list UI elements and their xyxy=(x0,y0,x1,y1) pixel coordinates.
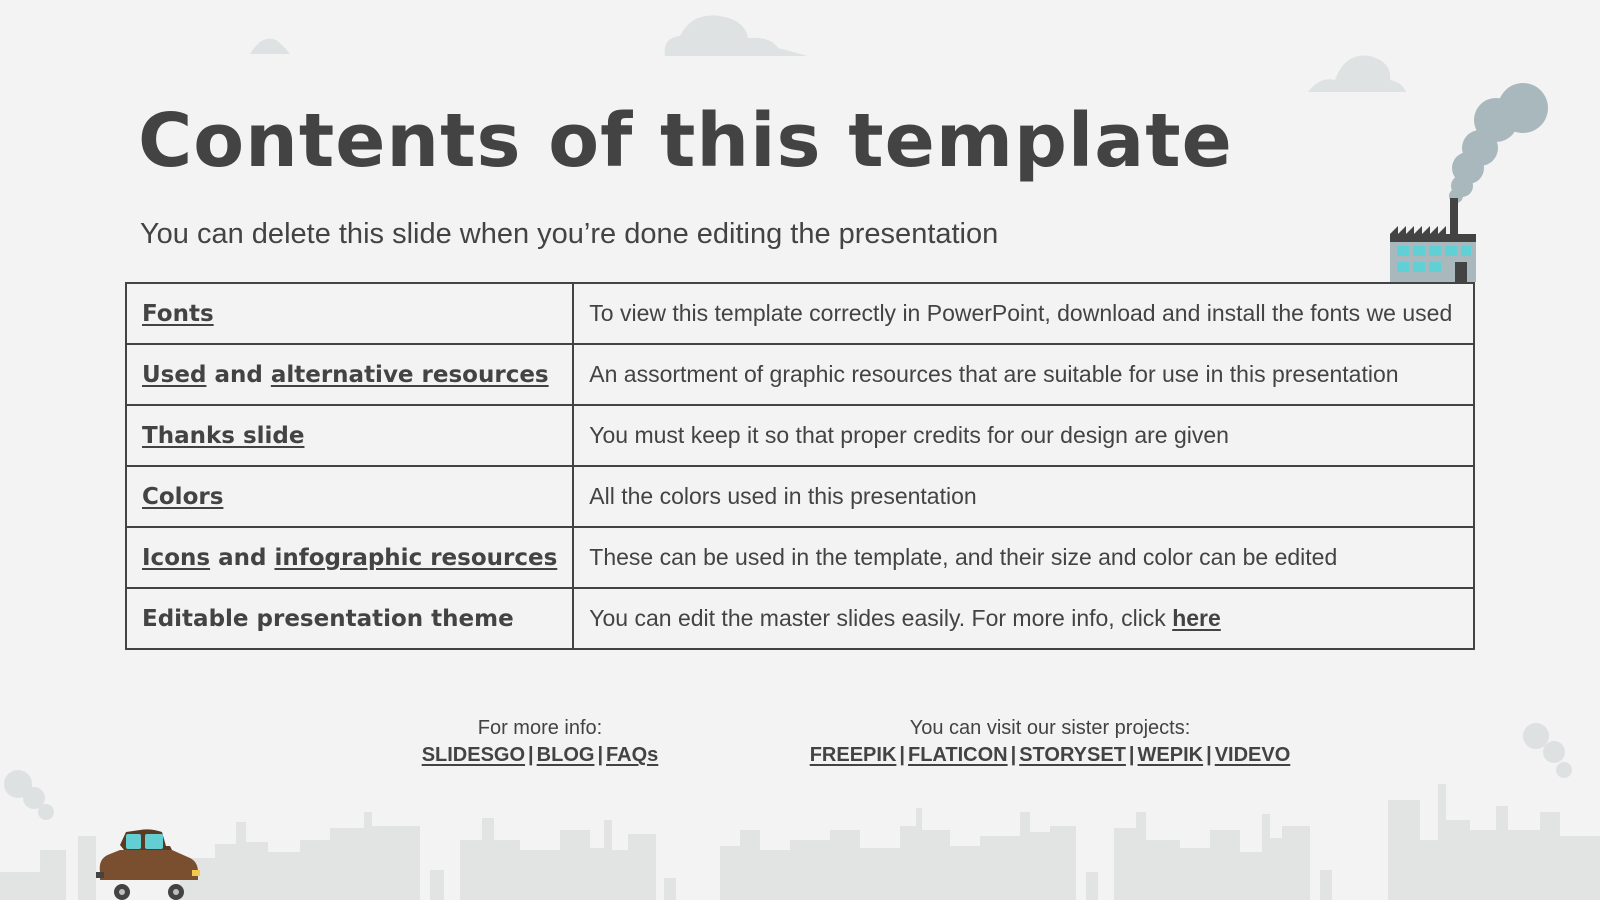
row-title-cell xyxy=(126,344,573,405)
slidesgo-link[interactable]: SLIDESGO xyxy=(421,744,526,766)
wepik-link[interactable]: WEPIK xyxy=(1137,744,1204,766)
table-row xyxy=(126,283,1474,344)
row-title-cell xyxy=(126,283,573,344)
footer-more-info-links xyxy=(300,742,780,769)
blog-link[interactable]: BLOG xyxy=(536,744,595,766)
separator: | xyxy=(528,744,534,766)
used-resources-link[interactable]: Used xyxy=(142,361,207,388)
row-description: To view this template correctly in PowerPoint, download and install the fonts we used xyxy=(573,283,1474,344)
table-row xyxy=(126,527,1474,588)
footer-sister-projects xyxy=(780,715,1320,769)
fonts-link[interactable]: Fonts xyxy=(142,300,214,327)
icons-link[interactable]: Icons xyxy=(142,544,211,571)
page-title: Contents of this template xyxy=(138,98,1233,184)
table-row xyxy=(126,344,1474,405)
footer-more-info-label: For more info: xyxy=(477,717,603,739)
freepik-link[interactable]: FREEPIK xyxy=(809,744,897,766)
row-description: All the colors used in this presentation xyxy=(573,466,1474,527)
separator: | xyxy=(899,744,905,766)
row-description: You can edit the master slides easily. For more info, click xyxy=(589,605,1166,631)
cloud-icon xyxy=(1308,56,1406,93)
storyset-link[interactable]: STORYSET xyxy=(1019,744,1126,766)
table-row xyxy=(126,405,1474,466)
infographic-resources-link[interactable]: infographic resources xyxy=(274,544,558,571)
row-description: You must keep it so that proper credits for our design are given xyxy=(573,405,1474,466)
row-title-connector: and xyxy=(214,361,263,388)
separator: | xyxy=(1010,744,1017,766)
contents-table xyxy=(125,282,1475,650)
row-description: An assortment of graphic resources that are suitable for use in this presentation xyxy=(573,344,1474,405)
table-row xyxy=(126,466,1474,527)
footer-sister-projects-label: You can visit our sister projects: xyxy=(909,717,1191,739)
videvo-link[interactable]: VIDEVO xyxy=(1214,744,1291,766)
row-title-cell xyxy=(126,466,573,527)
separator: | xyxy=(1206,744,1212,766)
row-title-cell xyxy=(126,527,573,588)
row-title-connector: and xyxy=(218,544,267,571)
cloud-icon xyxy=(250,39,290,54)
separator: | xyxy=(597,744,604,766)
row-title-cell xyxy=(126,405,573,466)
footer-sister-projects-links xyxy=(780,742,1320,769)
factory-icon xyxy=(1390,83,1548,282)
alternative-resources-link[interactable]: alternative resources xyxy=(270,361,549,388)
flaticon-link[interactable]: FLATICON xyxy=(908,744,1008,766)
separator: | xyxy=(1128,744,1135,766)
row-title-cell xyxy=(126,588,573,649)
smoke-icon xyxy=(1449,83,1548,203)
thanks-slide-link[interactable]: Thanks slide xyxy=(142,422,305,449)
footer-more-info xyxy=(300,715,780,769)
faqs-link[interactable]: FAQs xyxy=(606,744,659,766)
editable-theme-label: Editable presentation theme xyxy=(142,605,514,632)
here-link[interactable]: here xyxy=(1172,605,1221,631)
table-row xyxy=(126,588,1474,649)
page-subtitle: You can delete this slide when you’re done editing the presentation xyxy=(140,218,999,250)
row-description-cell xyxy=(573,588,1474,649)
city-skyline xyxy=(0,784,1600,900)
row-description: These can be used in the template, and their size and color can be edited xyxy=(573,527,1474,588)
colors-link[interactable]: Colors xyxy=(142,483,224,510)
cloud-icon xyxy=(665,15,808,56)
